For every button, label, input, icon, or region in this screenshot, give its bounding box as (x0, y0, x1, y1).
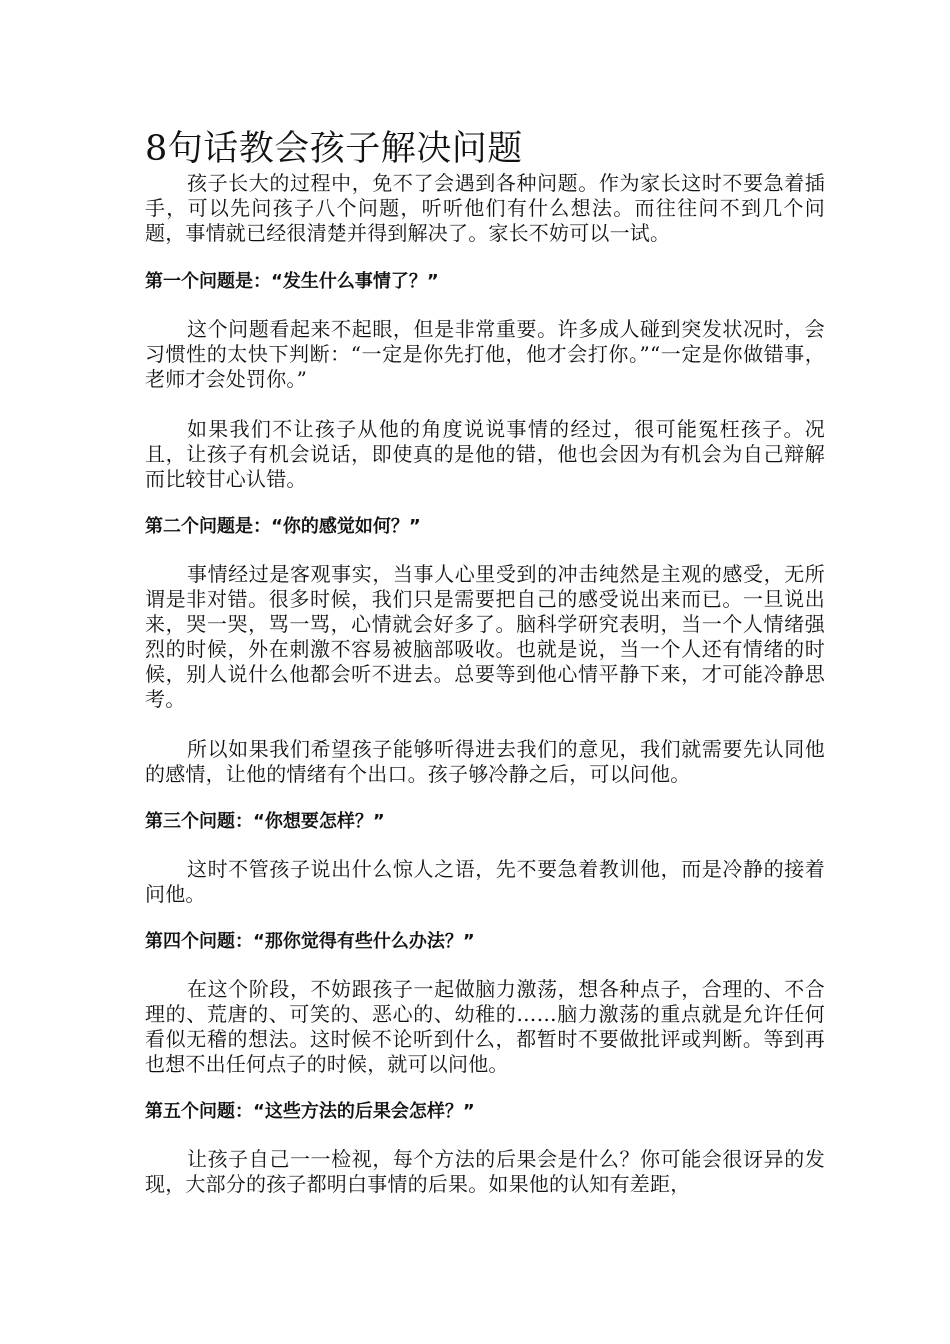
document-title: 8句话教会孩子解决问题 (145, 129, 523, 169)
section-4-paragraph-1: 在这个阶段，不妨跟孩子一起做脑力激荡，想各种点子，合理的、不合理的、荒唐的、可笑的、恶心的、幼稚的……脑力激荡的重点就是允许任何看似无稽的想法。这时候不论听到什么，都暂时不要做批评或判断。等到再也想不出任何点子的时候，就可以问他。 (145, 977, 825, 1076)
document-page (145, 127, 825, 1197)
section-heading-2: 第二个问题是：“你的感觉如何？” (145, 516, 421, 537)
section-1-paragraph-2: 如果我们不让孩子从他的角度说说事情的经过，很可能冤枉孩子。况且，让孩子有机会说话，即使真的是他的错，他也会因为有机会为自己辩解而比较甘心认错。 (145, 417, 825, 491)
section-2-paragraph-1: 事情经过是客观事实，当事人心里受到的冲击纯然是主观的感受，无所谓是非对错。很多时候，我们只是需要把自己的感受说出来而已。一旦说出来，哭一哭，骂一骂，心情就会好多了。脑科学研究表明，当一个人情绪强烈的时候，外在刺激不容易被脑部吸收。也就是说，当一个人还有情绪的时候，别人说什么他都会听不进去。总要等到他心情平静下来，才可能冷静思考。 (145, 562, 825, 711)
section-3-paragraph-1: 这时不管孩子说出什么惊人之语，先不要急着教训他，而是冷静的接着问他。 (145, 857, 825, 906)
section-1-paragraph-1: 这个问题看起来不起眼，但是非常重要。许多成人碰到突发状况时，会习惯性的太快下判断：“一定是你先打他，他才会打你。”“一定是你做错事，老师才会处罚你。” (145, 317, 825, 391)
intro-paragraph: 孩子长大的过程中，免不了会遇到各种问题。作为家长这时不要急着插手，可以先问孩子八个问题，听听他们有什么想法。而往往问不到几个问题，事情就已经很清楚并得到解决了。家长不妨可以一试。 (145, 171, 825, 245)
section-heading-1: 第一个问题是：“发生什么事情了？” (145, 271, 439, 292)
section-2-paragraph-2: 所以如果我们希望孩子能够听得进去我们的意见，我们就需要先认同他的感情，让他的情绪有个出口。孩子够冷静之后，可以问他。 (145, 737, 825, 786)
section-heading-4: 第四个问题：“那你觉得有些什么办法？” (145, 931, 475, 952)
section-5-paragraph-1: 让孩子自己一一检视，每个方法的后果会是什么？你可能会很讶异的发现，大部分的孩子都明白事情的后果。如果他的认知有差距， (145, 1147, 825, 1196)
section-heading-3: 第三个问题：“你想要怎样？” (145, 811, 385, 832)
section-heading-5: 第五个问题：“这些方法的后果会怎样？” (145, 1101, 475, 1122)
